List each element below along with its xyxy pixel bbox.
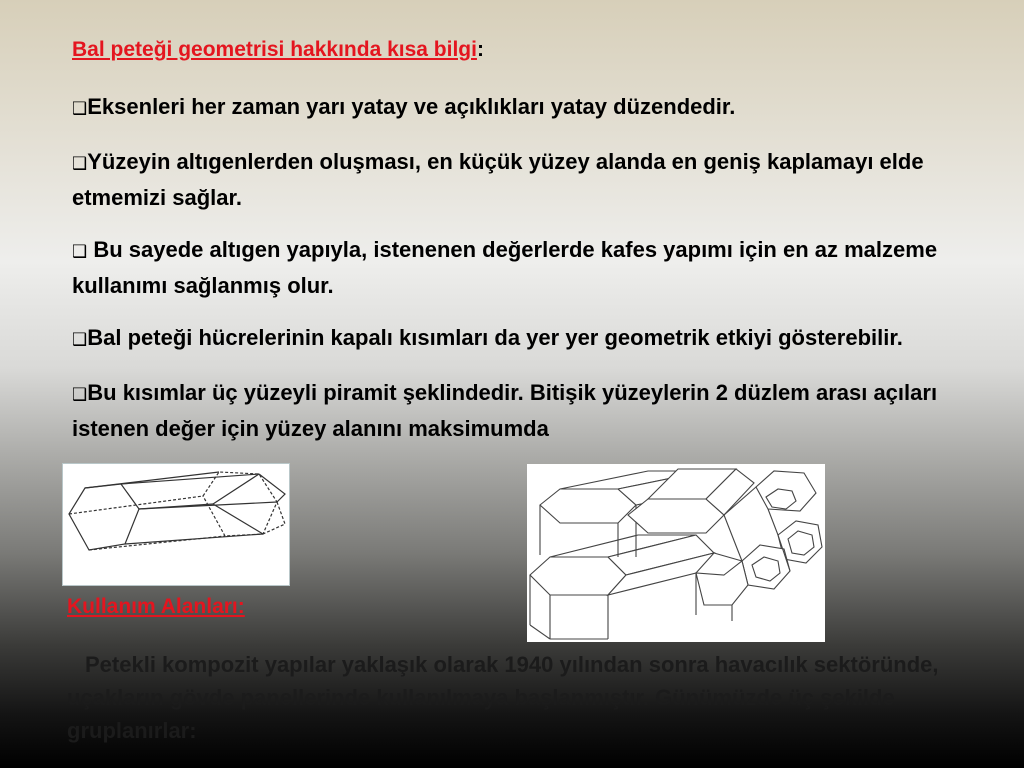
checkbox-bullet-icon: ❑ [72, 330, 88, 350]
hexagonal-cell-figure [62, 463, 290, 586]
bullet-text: Yüzeyin altıgenlerden oluşması, en küçük yüzey alanda en geniş kaplamayı elde etmemizi sağlar. [72, 149, 924, 210]
checkbox-bullet-icon: ❑ [72, 385, 88, 405]
bullet-text: Bal peteği hücrelerinin kapalı kısımları da yer yer geometrik etkiyi gösterebilir. [87, 325, 903, 350]
slide-title-colon: : [476, 38, 484, 61]
bullet-item [72, 321, 977, 357]
slide-title [72, 38, 484, 62]
bullet-list [72, 90, 977, 464]
body-paragraph: Petekli kompozit yapılar yaklaşık olarak 1940 yılından sonra havacılık sektöründe, uçakların gövde panellerinde kullanılmaya başlanmıştır. Günümüzde üç şekilde gruplanırlar: [67, 652, 939, 743]
checkbox-bullet-icon: ❑ [72, 242, 88, 262]
bullet-item [72, 376, 977, 445]
bullet-item [72, 233, 977, 302]
checkbox-bullet-icon: ❑ [72, 154, 88, 174]
bullet-item [72, 90, 977, 126]
honeycomb-cluster-figure [527, 464, 825, 642]
checkbox-bullet-icon: ❑ [72, 99, 88, 119]
hexagonal-prism-drawing [63, 464, 289, 585]
bullet-item [72, 145, 977, 214]
honeycomb-cells-drawing [528, 465, 824, 641]
slide-title-text: Bal peteği geometrisi hakkında kısa bilgi [72, 38, 477, 61]
bullet-text: Bu sayede altıgen yapıyla, istenenen değerlerde kafes yapımı için en az malzeme kullanımı sağlanmış olur. [72, 237, 938, 298]
section-heading: Kullanım Alanları: [67, 595, 245, 618]
bullet-text: Bu kısımlar üç yüzeyli piramit şeklindedir. Bitişik yüzeylerin 2 düzlem arası açıları istenen değer için yüzey alanını maksimumda [72, 380, 938, 441]
bullet-text: Eksenleri her zaman yarı yatay ve açıklıkları yatay düzendedir. [87, 94, 736, 119]
